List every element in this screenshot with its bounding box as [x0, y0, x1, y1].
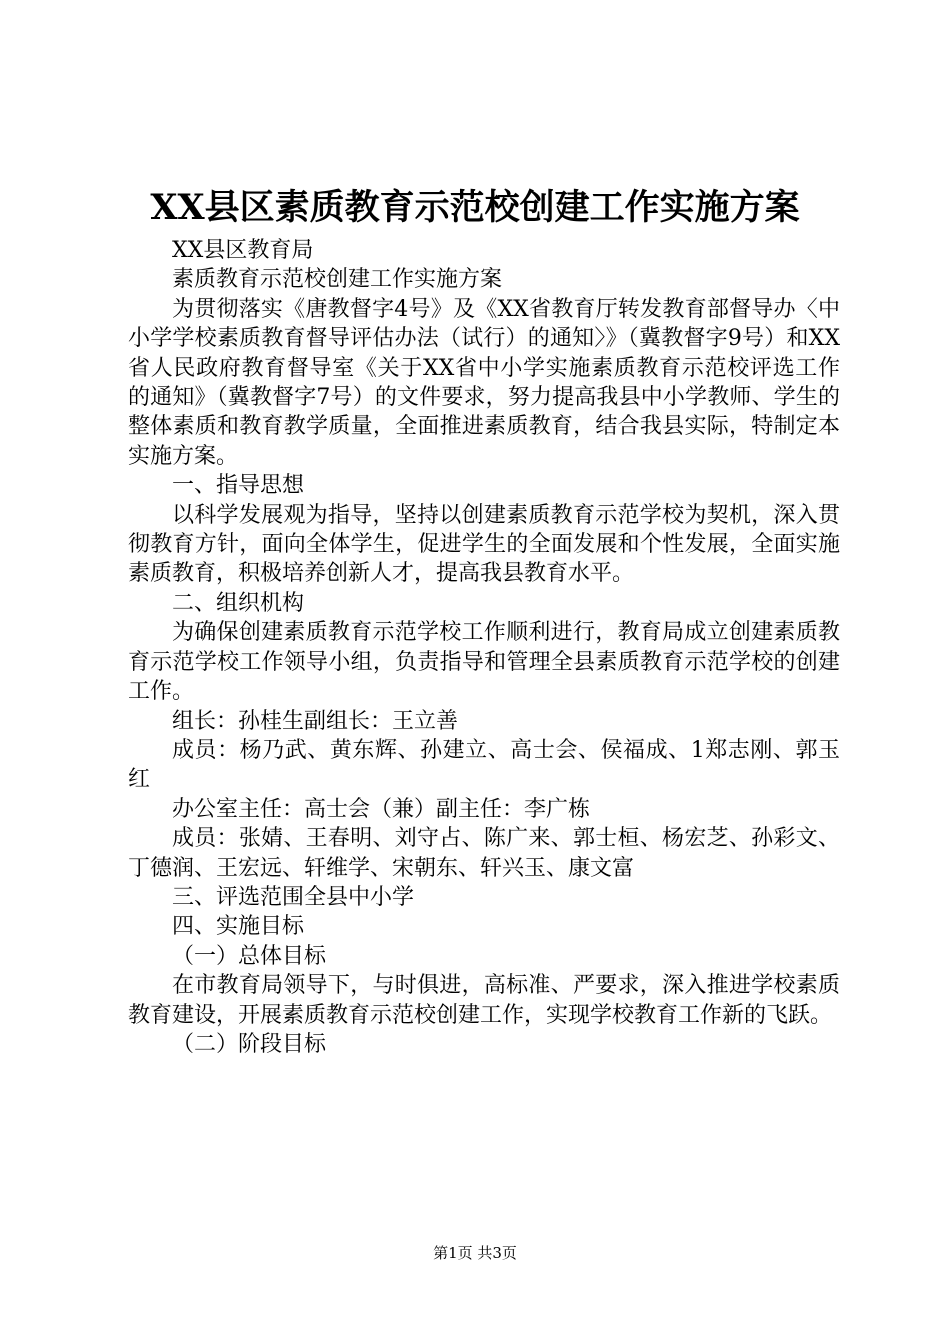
- paragraph-organization: 为确保创建素质教育示范学校工作顺利进行，教育局成立创建素质教育示范学校工作领导小组，负责指导和管理全县素质教育示范学校的创建工作。: [128, 620, 840, 705]
- heading-goals: 四、实施目标: [172, 914, 305, 940]
- paragraph-guiding-ideology: 以科学发展观为指导，坚持以创建素质教育示范学校为契机，深入贯彻教育方针，面向全体学生，促进学生的全面发展和个性发展，全面实施素质教育，积极培养创新人才，提高我县教育水平。: [128, 502, 840, 587]
- document-body: [128, 236, 840, 1059]
- paragraph-leaders: 组长：孙桂生副组长：王立善: [172, 708, 459, 734]
- paragraph-intro: 为贯彻落实《唐教督字4号》及《XX省教育厅转发教育部督导办〈中小学学校素质教育督导评估办法（试行）的通知〉》（冀教督字9号）和XX省人民政府教育督导室《关于XX省中小学实施素质教育示范校评选工作的通知》（冀教督字7号）的文件要求，努力提高我县中小学教师、学生的整体素质和教育教学质量，全面推进素质教育，结合我县实际，特制定本实施方案。: [128, 296, 840, 469]
- document-title: XX县区素质教育示范校创建工作实施方案: [150, 187, 800, 228]
- heading-selection-scope: 三、评选范围全县中小学: [172, 884, 415, 910]
- paragraph-overall-goal: 在市教育局领导下，与时俱进，高标准、严要求，深入推进学校素质教育建设，开展素质教育示范校创建工作，实现学校教育工作新的飞跃。: [128, 973, 840, 1028]
- paragraph-members: 成员：杨乃武、黄东辉、孙建立、高士会、侯福成、1郑志刚、郭玉红: [128, 737, 840, 793]
- paragraph-office-members: 成员：张婧、王春明、刘守占、陈广来、郭士桓、杨宏芝、孙彩文、丁德润、王宏远、轩维学、宋朝东、轩兴玉、康文富: [128, 826, 840, 881]
- paragraph-office-director: 办公室主任：高士会（兼）副主任：李广栋: [172, 796, 591, 822]
- paragraph-issuer: XX县区教育局: [172, 238, 314, 263]
- heading-guiding-ideology: 一、指导思想: [172, 473, 305, 499]
- heading-organization: 二、组织机构: [172, 590, 305, 616]
- paragraph-subtitle: 素质教育示范校创建工作实施方案: [172, 267, 503, 293]
- heading-stage-goal: （二）阶段目标: [172, 1031, 327, 1057]
- heading-overall-goal: （一）总体目标: [172, 943, 327, 969]
- page-footer: 第1页 共3页: [433, 1244, 517, 1262]
